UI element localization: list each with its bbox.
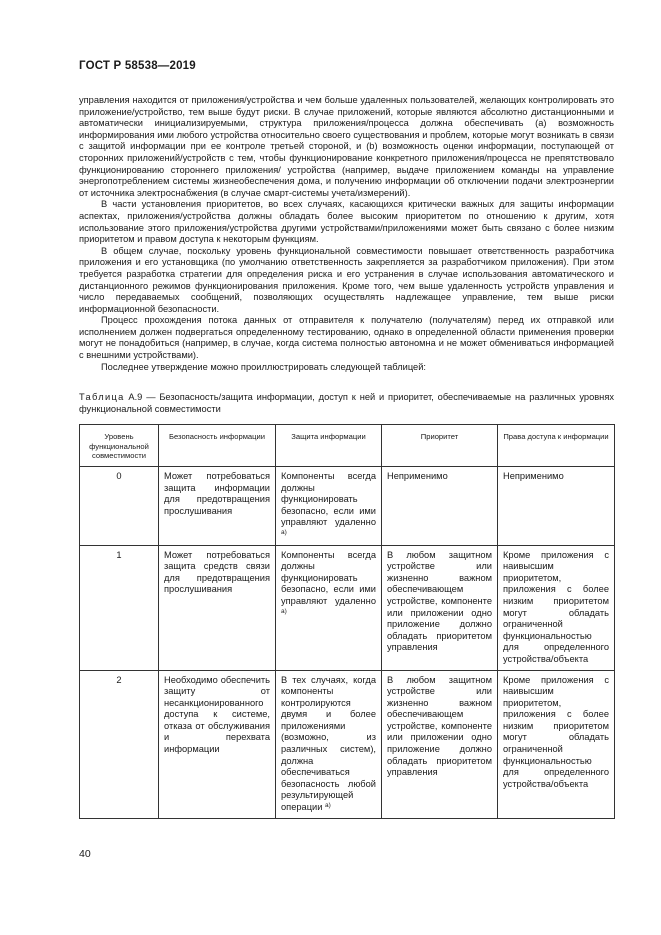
column-header-priority: Приоритет xyxy=(382,425,498,467)
cell-access: Кроме приложения с наивысшим приоритетом, приложения с более низким приоритетом могут обладать ограниченной функциональностью для определенного устройства/объекта xyxy=(498,670,615,818)
paragraph: В части установления приоритетов, во всех случаях, касающихся критически важных для защиты информации аспектах, приложения/устройства должны обладать более высоким приоритетом по отношению к другим, хотя использование этого приложения/устройства другими устройствами/приложениями может быть связано с более низким приоритетом и правом доступа к некоторым функциям. xyxy=(79,199,614,245)
page-number: 40 xyxy=(79,848,91,860)
cell-priority: В любом защитном устройстве или жизненно важном обеспечивающем устройстве, компоненте или приложении одно приложение должно обладать приоритетом управления xyxy=(382,670,498,818)
table-row xyxy=(80,545,615,670)
paragraph: В общем случае, поскольку уровень функциональной совместимости повышает ответственность разработчика приложения и его установщика (по умолчанию ответственность закрепляется за разработчиком приложения). При этом требуется разработка стратегии для определения риска и его устранения в случае использования автоматического и дистанционного режимов функционирования приложения. Кроме того, чем выше удаленность устройств управления и число передаваемых сообщений, позволяющих осуществлять надлежащее управление, тем выше риски информационной безопасности. xyxy=(79,245,614,314)
cell-protection xyxy=(276,467,382,546)
column-header-protection: Защита информации xyxy=(276,425,382,467)
interoperability-table xyxy=(79,424,615,819)
footnote-marker: а) xyxy=(281,528,287,536)
cell-level: 0 xyxy=(80,467,159,546)
cell-security: Может потребоваться защита средств связи для предотвращения прослушивания xyxy=(159,545,276,670)
cell-access: Кроме приложения с наивысшим приоритетом, приложения с более низким приоритетом могут обладать ограниченной функциональностью для определенного устройства/объекта xyxy=(498,545,615,670)
document-header: ГОСТ Р 58538—2019 xyxy=(79,60,196,72)
cell-level: 1 xyxy=(80,545,159,670)
column-header-level: Уровень функциональной совместимости xyxy=(80,425,159,467)
footnote-marker: а) xyxy=(281,607,287,615)
cell-security: Может потребоваться защита информации для предотвращения прослушивания xyxy=(159,467,276,546)
cell-priority: Неприменимо xyxy=(382,467,498,546)
cell-protection-text: В тех случаях, когда компоненты контролируются двумя и более приложениями (возможно, из различных систем), должна обеспечиваться безопасность любой результирующей операции xyxy=(281,674,376,813)
caption-text: А.9 — Безопасность/защита информации, доступ к ней и приоритет, обеспечиваемые на различных уровнях функциональной совместимости xyxy=(79,392,614,414)
column-header-security: Безопасность информации xyxy=(159,425,276,467)
table-row xyxy=(80,467,615,546)
cell-protection xyxy=(276,670,382,818)
caption-label: Таблица xyxy=(79,392,125,402)
cell-protection-text: Компоненты всегда должны функционировать безопасно, если ими управляют удаленно xyxy=(281,549,376,606)
paragraph: Процесс прохождения потока данных от отправителя к получателю (получателям) перед их отправкой или исполнением должен подвергаться определенному тестированию, однако в определенной области применения проверки могут не понадобиться (например, в случае, когда система полностью автономна и не может обмениваться информацией с внешними устройствами). xyxy=(79,315,614,361)
footnote-marker: а) xyxy=(325,802,331,810)
column-header-access: Права доступа к информации xyxy=(498,425,615,467)
paragraph: Последнее утверждение можно проиллюстрировать следующей таблицей: xyxy=(101,361,426,372)
paragraph: управления находится от приложения/устройства и чем больше удаленных пользователей, желающих контролировать это приложение/устройство, тем выше будут риски. В случае приложений, которые являются абсолютно дистанционными и автоматически инициализируемыми, структура приложения/процесса должна обеспечивать (a) возможность информирования ими любого устройства относительно своего существования и проблем, которые могут возникать в связи с защитой информации при ее контроле третьей стороной, и (b) возможность оценки информации, поступающей от сторонних приложений/устройств с тем, чтобы функционирование конкретного приложения/процесса не препятствовало функционированию стороннего приложения/ устройства (например, выдаче приложением команды на управление энергопотреблением системы жизнеобеспечения дома, и получению информации об отключении подачи электроэнергии от источника электроснабжения (в случае смарт-системы учета/измерений). xyxy=(79,95,614,198)
table-row xyxy=(80,670,615,818)
cell-protection-text: Компоненты всегда должны функционировать безопасно, если ими управляют удаленно xyxy=(281,471,376,528)
table-caption xyxy=(79,392,614,415)
cell-level: 2 xyxy=(80,670,159,818)
cell-protection xyxy=(276,545,382,670)
cell-security: Необходимо обеспечить защиту от несанкционированного доступа к системе, отказа от обслуживания и перехвата информации xyxy=(159,670,276,818)
body-text xyxy=(79,95,614,373)
cell-access: Неприменимо xyxy=(498,467,615,546)
table-header-row xyxy=(80,425,615,467)
cell-priority: В любом защитном устройстве или жизненно важном обеспечивающем устройстве, компоненте или приложении одно приложение должно обладать приоритетом управления xyxy=(382,545,498,670)
